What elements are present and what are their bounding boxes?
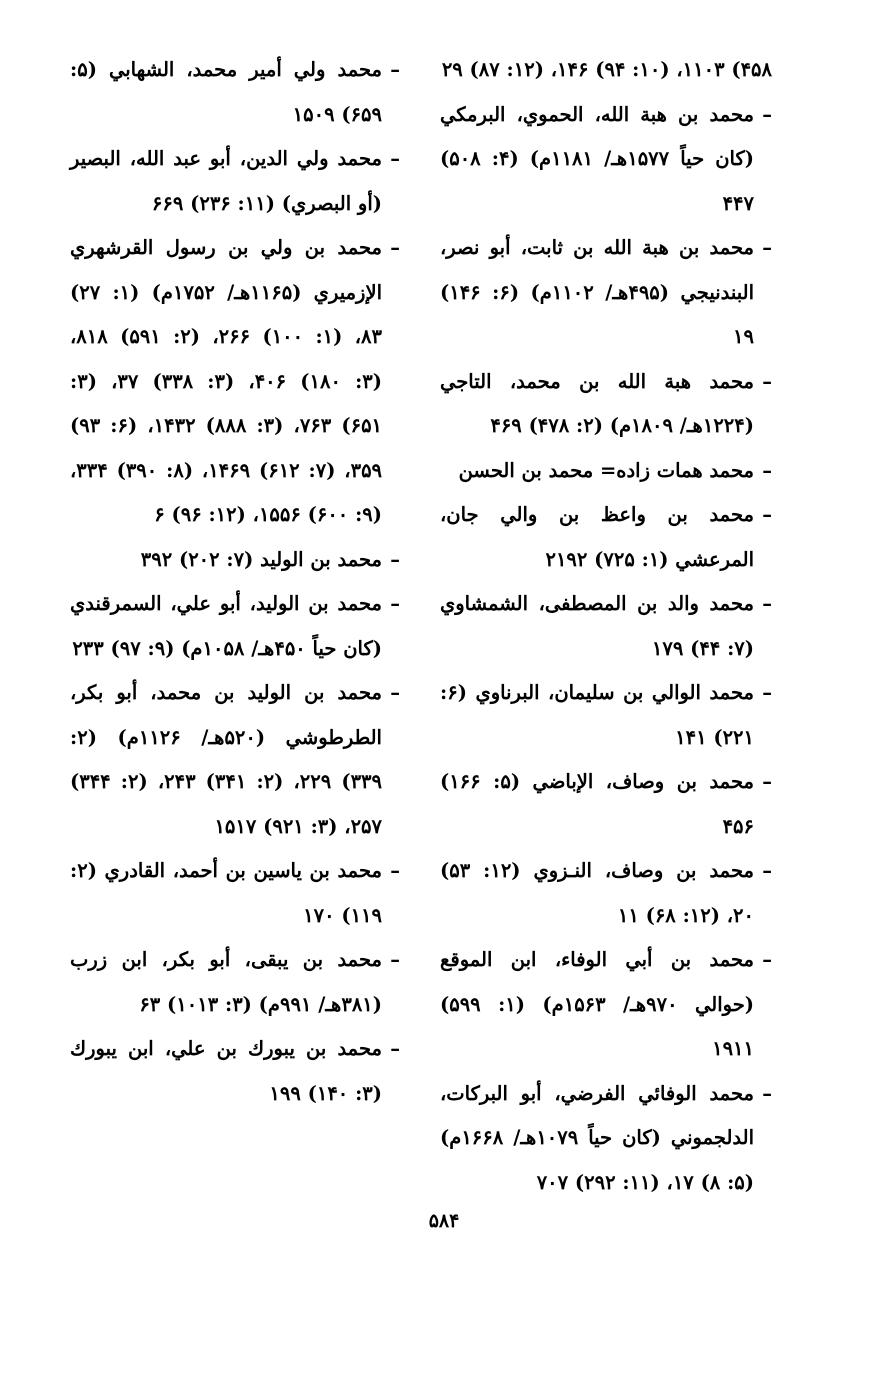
index-entry [440,671,772,760]
entry-text: محمد بن الوليد (۷: ۲۰۲) ۳۹۲ [140,547,382,571]
index-entry [440,760,772,849]
entry-text: محمد بن يبقى، أبو بكر، ابن زرب (۳۸۱هـ/ ۹۹۱م) (۳: ۱۰۱۳) ۶۳ [70,948,382,1016]
index-entry-continuation: ۴۵۸) ۱۱۰۳، (۱۰: ۹۴) ۱۴۶، (۱۲: ۸۷) ۲۹ [441,58,772,81]
index-entry [70,938,400,1027]
entry-dash: – [390,948,400,971]
index-entry [70,1027,400,1116]
entry-dash: – [762,681,772,704]
entry-text: محمد بن هبة الله، الحموي، البرمكي (كان حياً ۱۵۷۷هـ/ ۱۱۸۱م) (۴: ۵۰۸) ۴۴۷ [440,102,754,215]
index-entry [70,226,400,538]
entry-text: محمد بن هبة الله بن ثابت، أبو نصر، البندنيجي (۴۹۵هـ/ ۱۱۰۲م) (۶: ۱۴۶) ۱۹ [440,236,754,348]
entry-dash: – [762,1081,772,1105]
entry-dash: – [762,369,772,393]
entry-dash: – [390,58,400,81]
left-column [70,48,400,1116]
entry-dash: – [390,547,400,571]
index-entry [70,48,400,137]
entry-text: محمد بن الوليد بن محمد، أبو بكر، الطرطوشي (۵۲۰هـ/ ۱۱۲۶م) (۲: ۳۳۹) ۲۲۹، (۲: ۳۴۱) ۲۴۳، (۲: ۳۴۴) ۲۵۷، (۳: ۹۲۱) ۱۵۱۷ [70,681,382,838]
index-entry [70,137,400,226]
entry-dash: – [762,948,772,971]
index-entry [440,493,772,582]
index-entry [440,938,772,1072]
entry-dash: – [390,236,400,259]
entry-dash: – [390,147,400,170]
entry-dash: – [762,102,772,126]
index-entry [440,849,772,938]
index-entry [440,1072,772,1206]
entry-text: محمد بن الوليد، أبو علي، السمرقندي (كان حياً ۴۵۰هـ/ ۱۰۵۸م) (۹: ۹۷) ۲۳۳ [70,592,382,660]
index-entry [440,226,772,360]
entry-dash: – [762,503,772,526]
entry-text: محمد بن ولي بن رسول القرشهري الإزميري (۱۱۶۵هـ/ ۱۷۵۲م) (۱: ۲۷) ۸۳، (۱: ۱۰۰) ۲۶۶، (۲: ۵۹۱) ۸۱۸، (۳: ۱۸۰) ۴۰۶، (۳: ۳۳۸) ۳۷، (۳: ۶۵۱) ۷۶۳، (۳: ۸۸۸) ۱۴۳۲، (۶: ۹۳) ۳۵۹، (۷: ۶۱۲) ۱۴۶۹، (۸: ۳۹۰) ۳۳۴، (۹: ۶۰۰) ۱۵۵۶، (۱۲: ۹۶) ۶ [70,236,383,526]
entry-text: محمد الوالي بن سليمان، البرناوي (۶: ۲۲۱) ۱۴۱ [440,681,754,749]
entry-dash: – [762,458,772,482]
entry-text: محمد بن ياسين بن أحمد، القادري (۲: ۱۱۹) ۱۷۰ [70,859,382,927]
index-entry [440,360,772,449]
entry-text: محمد ولي الدين، أبو عبد الله، البصير (أو البصري) (۱۱: ۲۳۶) ۶۶۹ [70,147,382,215]
entry-text: محمد بن وصاف، النـزوي (۱۲: ۵۳) ۲۰، (۱۲: ۶۸) ۱۱ [440,859,754,927]
entry-dash: – [390,859,400,882]
index-entry [440,582,772,671]
index-entry [70,671,400,849]
entry-dash: – [390,592,400,615]
index-entry [440,93,772,227]
entry-text: محمد ولي أمير محمد، الشهابي (۵: ۶۵۹) ۱۵۰۹ [70,58,382,126]
index-entry [70,849,400,938]
entry-dash: – [390,681,400,704]
entry-text: محمد الوفائي الفرضي، أبو البركات، الدلجموني (كان حياً ۱۰۷۹هـ/ ۱۶۶۸م) (۵: ۸) ۱۷، (۱۱: ۲۹۲) ۷۰۷ [440,1081,754,1194]
entry-dash: – [762,770,772,793]
entry-text: محمد والد بن المصطفى، الشمشاوي (۷: ۴۴) ۱۷۹ [440,592,754,660]
entry-text: محمد هبة الله بن محمد، التاجي (۱۲۲۴هـ/ ۱۸۰۹م) (۲: ۴۷۸) ۴۶۹ [440,369,754,437]
entry-text: محمد بن واعظ بن والي جان، المرعشي (۱: ۷۲۵) ۲۱۹۲ [440,503,754,571]
entry-dash: – [762,236,772,259]
index-entry [440,449,772,494]
index-entry [70,538,400,583]
index-entry [70,582,400,671]
page-number: ۵۸۴ [428,1210,460,1232]
entry-dash: – [762,592,772,615]
entry-text: محمد همات زاده= محمد بن الحسن [458,458,754,482]
entry-text: محمد بن يبورك بن علي، ابن يبورك (۳: ۱۴۰) ۱۹۹ [70,1037,382,1105]
entry-text: محمد بن أبي الوفاء، ابن الموقع (حوالي ۹۷۰هـ/ ۱۵۶۳م) (۱: ۵۹۹) ۱۹۱۱ [440,948,754,1060]
entry-text: محمد بن وصاف، الإباضي (۵: ۱۶۶) ۴۵۶ [440,770,754,838]
entry-dash: – [390,1037,400,1060]
right-column [440,48,772,1205]
entry-dash: – [762,859,772,882]
